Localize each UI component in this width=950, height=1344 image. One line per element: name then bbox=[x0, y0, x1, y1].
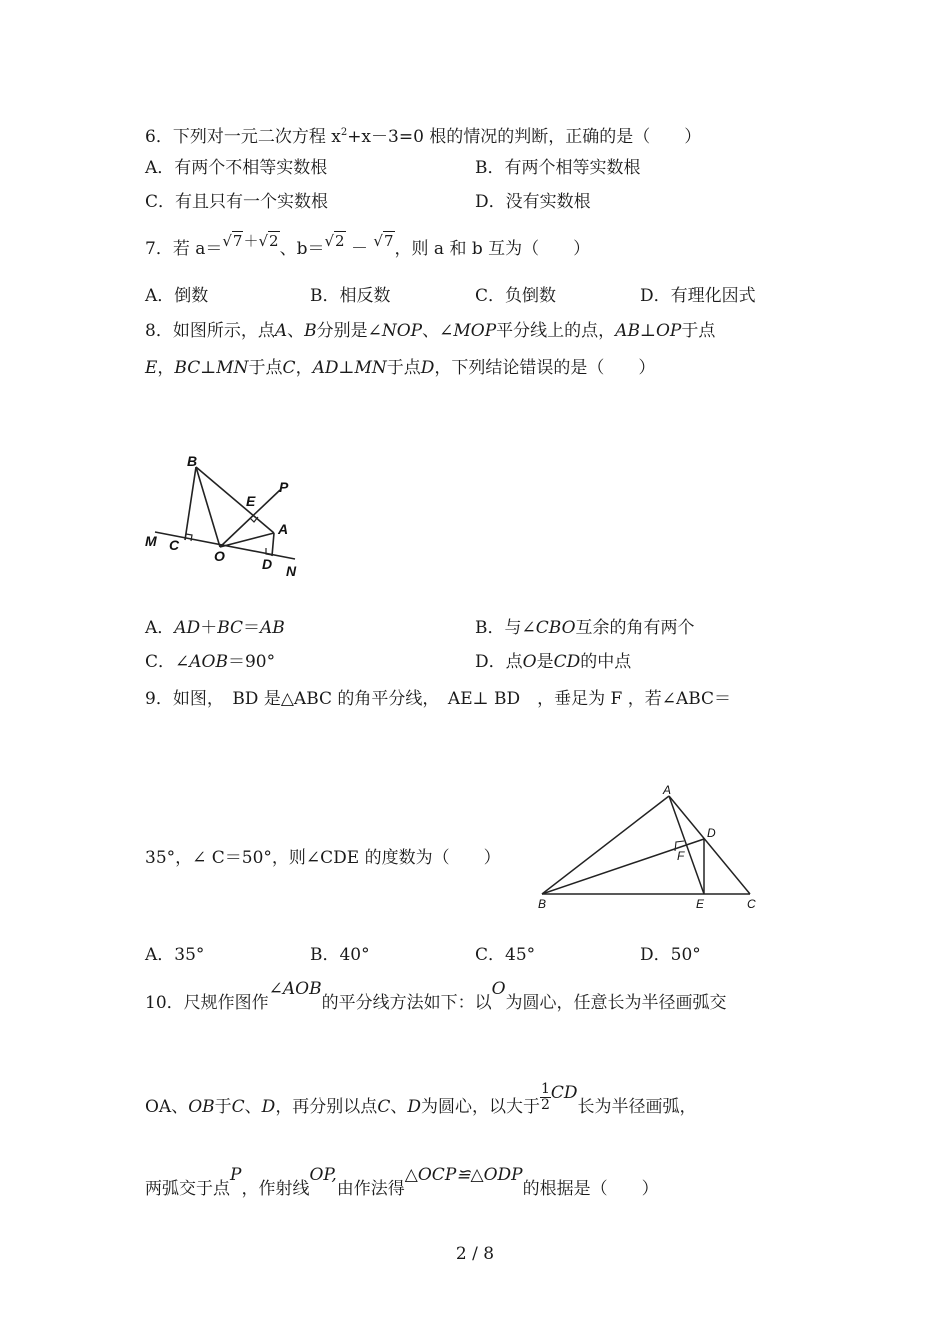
q10-stem-line2: OA、OB于C、D，再分别以点C、D为圆心，以大于 $\frac{1}{2}$ CD长为半径画弧， bbox=[145, 1081, 697, 1117]
q6-option-a: A．有两个不相等实数根 bbox=[145, 158, 328, 178]
sqrt-7: √7 bbox=[222, 232, 243, 250]
label-m: M bbox=[145, 533, 157, 549]
q7-option-d: D．有理化因式 bbox=[640, 286, 756, 306]
q8-option-b: B．与∠CBO互余的角有两个 bbox=[475, 618, 695, 638]
q9-stem-line2: 35°，∠ C＝50°，则∠CDE 的度数为（ ） bbox=[145, 848, 501, 868]
q9-option-d: D．50° bbox=[640, 945, 701, 965]
label-p: P bbox=[279, 479, 289, 495]
q6-option-c: C．有且只有一个实数根 bbox=[145, 192, 329, 212]
q8-figure bbox=[140, 450, 315, 580]
label-e: E bbox=[246, 493, 256, 509]
label-o: O bbox=[214, 548, 225, 564]
label-a: A bbox=[663, 783, 672, 797]
segment-ad bbox=[272, 533, 274, 556]
q7-option-c: C．负倒数 bbox=[475, 286, 557, 306]
q8-option-a: A．AD＋BC＝AB bbox=[145, 618, 285, 638]
label-d: D bbox=[262, 556, 273, 572]
q8-stem-line1: 8．如图所示，点A、B分别是∠NOP、∠MOP平分线上的点，AB⊥OP于点 bbox=[145, 321, 716, 341]
segment-bo bbox=[196, 467, 220, 547]
page-number: 2 / 8 bbox=[455, 1244, 495, 1264]
q9-figure bbox=[530, 782, 765, 912]
segment-ab bbox=[542, 796, 669, 894]
segment-ac bbox=[669, 796, 750, 894]
label-b: B bbox=[538, 897, 547, 911]
label-n: N bbox=[286, 563, 297, 579]
label-c: C bbox=[747, 897, 756, 911]
sqrt-2: √2 bbox=[258, 232, 279, 250]
q10-stem-line3: 两弧交于点P，作射线OP,由作法得△OCP≌△ODP的根据是（ ） bbox=[145, 1165, 659, 1199]
q7-option-a: A．倒数 bbox=[145, 286, 209, 306]
q10-stem-line1: 10．尺规作图作∠AOB的平分线方法如下：以O为圆心，任意长为半径画弧交 bbox=[145, 979, 727, 1013]
q6-option-b: B．有两个相等实数根 bbox=[475, 158, 641, 178]
label-f: F bbox=[677, 849, 685, 863]
q6-stem: 6．下列对一元二次方程 $x^2+x-3=0$ 根的情况的判断，正确的是（ ） bbox=[145, 127, 702, 147]
q9-option-c: C．45° bbox=[475, 945, 536, 965]
label-c: C bbox=[169, 537, 180, 553]
q7-stem: 7．若 a＝√7＋√2、b＝√2 － √7，则 a 和 b 互为（ ） bbox=[145, 232, 591, 259]
q8-option-d: D．点O是CD的中点 bbox=[475, 652, 632, 672]
q7-option-b: B．相反数 bbox=[310, 286, 391, 306]
q9-stem-line1: 9．如图， BD 是△ABC 的角平分线， AE⊥ BD ，垂足为 F ，若∠ABC＝ bbox=[145, 689, 732, 709]
fraction-half: $\frac{1}{2}$ bbox=[540, 1081, 550, 1113]
q8-option-c: C．∠AOB＝90° bbox=[145, 652, 276, 672]
q9-option-b: B．40° bbox=[310, 945, 370, 965]
segment-bc bbox=[185, 467, 196, 540]
sqrt-2b: √2 bbox=[324, 232, 345, 250]
label-b: B bbox=[187, 453, 198, 469]
segment-ae bbox=[669, 796, 704, 894]
segment-ab bbox=[196, 467, 274, 533]
label-d: D bbox=[707, 826, 716, 840]
sqrt-7b: √7 bbox=[373, 232, 394, 250]
q9-option-a: A．35° bbox=[145, 945, 205, 965]
q8-stem-line2: E，BC⊥MN于点C，AD⊥MN于点D，下列结论错误的是（ ） bbox=[145, 358, 656, 378]
label-e: E bbox=[696, 897, 705, 911]
segment-bd bbox=[542, 839, 704, 894]
label-a: A bbox=[278, 521, 289, 537]
q6-option-d: D．没有实数根 bbox=[475, 192, 591, 212]
